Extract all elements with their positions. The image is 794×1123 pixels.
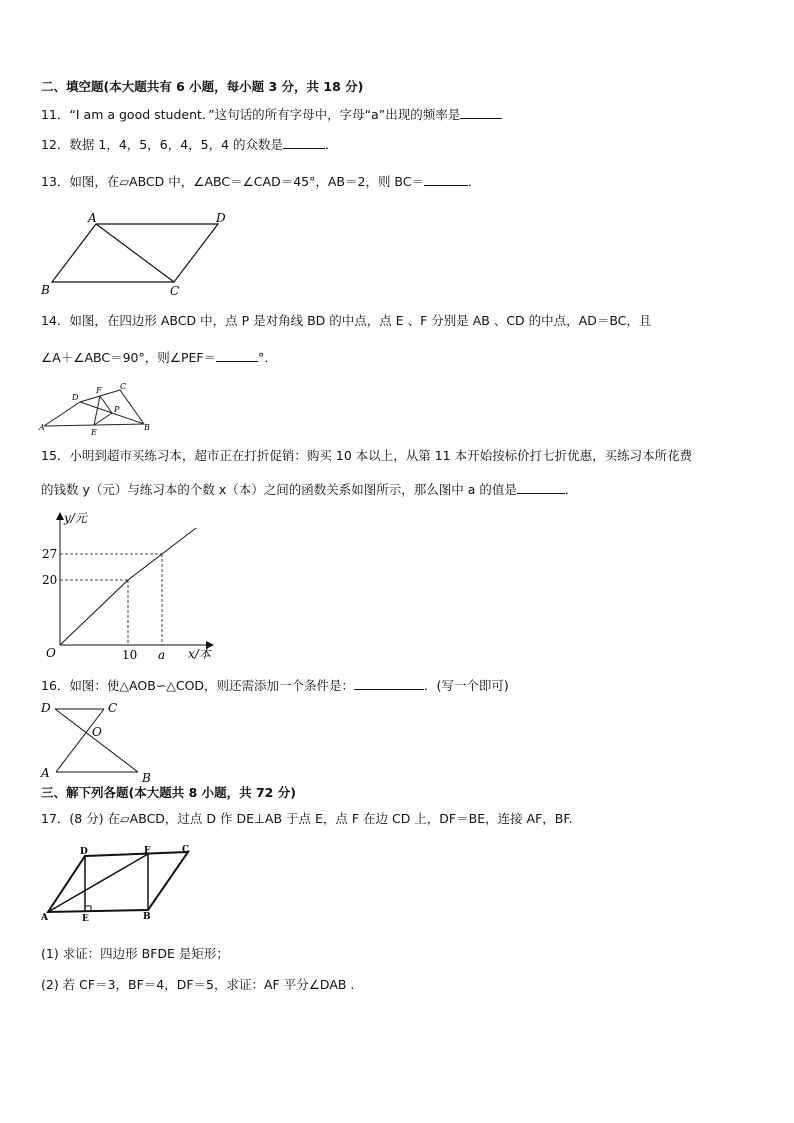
section-heading-solve: 三、解下列各题(本大题共 8 小题，共 72 分) [41,785,296,800]
label-b: B [144,423,150,432]
x-tick-a: a [158,648,166,662]
question-15-text: 的钱数 y（元）与练习本的个数 x（本）之间的函数关系如图所示，那么图中 a 的值是 [41,482,517,497]
y-tick-27: 27 [42,547,58,561]
quadrilateral-abcd [44,390,144,426]
label-a: A [41,766,50,780]
label-b: B [41,283,50,297]
question-15-line-1: 15．小明到超市买练习本，超市正在打折促销：购买 10 本以上，从第 11 本开始按标价打七折优惠，买练习本所花费 [41,448,693,463]
question-17: 17．(8 分) 在▱ABCD，过点 D 作 DE⊥AB 于点 E，点 F 在边 CD 上，DF＝BE，连接 AF，BF. [41,811,573,826]
question-16-text: 16．如图：使△AOB∽△COD，则还需添加一个条件是： [41,678,355,693]
answer-blank-11[interactable] [460,106,502,119]
label-p: P [114,405,120,414]
figure-15-graph [36,506,226,666]
question-12-end: ． [325,137,338,152]
label-d: D [41,701,51,715]
answer-blank-16[interactable] [354,677,424,690]
question-13-text: 13．如图，在▱ABCD 中，∠ABC＝∠CAD＝45°，AB＝2，则 BC＝ [41,174,424,189]
segment-af [48,854,148,912]
parallelogram-abcd [48,852,188,912]
label-a: A [41,913,48,922]
origin-label: O [46,646,56,660]
question-17-part-2: (2) 若 CF＝3，BF＝4，DF＝5，求证：AF 平分∠DAB . [41,977,355,992]
x-tick-10: 10 [122,648,138,662]
question-11-text: 11．“I am a good student．”这句话的所有字母中，字母“a”出现的频率是 [41,107,461,122]
figure-13-parallelogram [38,206,238,300]
segment-ep [94,413,112,425]
answer-blank-12[interactable] [283,136,325,149]
question-12 [41,136,338,153]
question-14-line-2 [41,349,277,366]
figure-16-similar-triangles [36,698,156,784]
label-f: F [96,386,102,395]
question-14-end: °． [258,350,277,365]
answer-blank-14[interactable] [216,349,258,362]
question-14-line-1: 14．如图，在四边形 ABCD 中，点 P 是对角线 BD 的中点，点 E 、F 分别是 AB 、CD 的中点，AD＝BC，且 [41,313,652,328]
question-16-end: ．(写一个即可) [424,678,509,693]
label-d: D [216,211,226,225]
y-axis-arrow [56,512,64,520]
label-o: O [92,725,102,739]
question-17-part-1: (1) 求证：四边形 BFDE 是矩形； [41,946,229,961]
section-heading-fill-blank: 二、填空题(本大题共有 6 小题，每小题 3 分，共 18 分) [41,79,364,94]
question-14-text: ∠A＋∠ABC＝90°，则∠PEF＝ [41,350,217,365]
question-15-line-2 [41,481,577,498]
y-tick-20: 20 [42,573,58,587]
question-16 [41,677,509,694]
figure-17-parallelogram [38,842,198,922]
label-d: D [72,393,79,402]
answer-blank-13[interactable] [424,173,468,186]
diagonal-ac [96,224,174,282]
y-axis-label: y/元 [64,511,87,525]
label-b: B [142,771,151,784]
label-d: D [80,847,88,857]
question-11 [41,106,502,123]
answer-blank-15[interactable] [517,481,565,494]
label-f: F [144,846,151,856]
figure-14-quadrilateral [36,380,156,436]
label-c: C [120,382,127,391]
label-a: A [39,423,45,432]
label-e: E [82,914,89,922]
question-13 [41,173,481,190]
label-c: C [182,845,190,855]
question-15-end: ． [564,482,578,497]
label-b: B [143,912,151,922]
label-c: C [170,284,180,298]
label-c: C [108,701,118,715]
question-12-text: 12．数据 1，4，5，6，4，5，4 的众数是 [41,137,284,152]
label-e: E [91,428,97,436]
segment-ef [94,396,100,425]
label-a: A [88,211,97,225]
question-13-end: ． [468,174,481,189]
x-axis-label: x/本 [188,647,211,661]
